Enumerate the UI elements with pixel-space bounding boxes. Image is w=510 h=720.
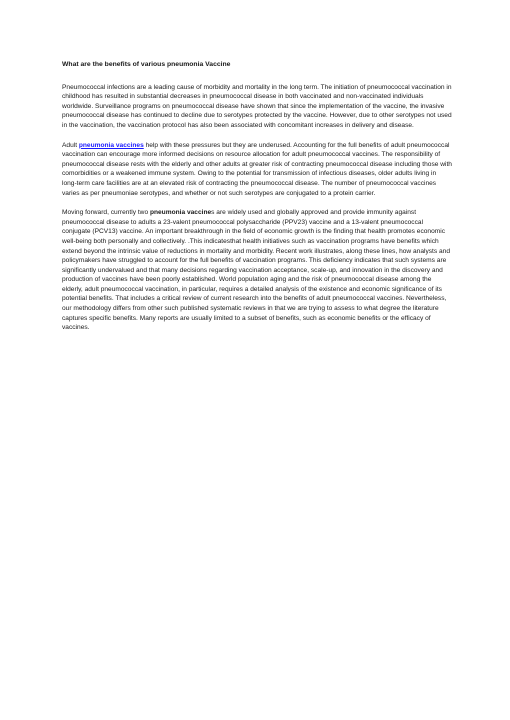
paragraph-text: Moving forward, currently two <box>62 209 150 217</box>
paragraph-intro: Pneumococcal infections are a leading cause of morbidity and mortality in the long term. The initiation of pneumococcal vaccination in childhood has resulted in substantial decreases in pneumococcal disease in both vaccinated and non-vaccinated individuals worldwide. Surveillance programs on pneumococcal disease have shown that since the implementation of the vaccine, the invasive pneumococcal disease has continued to decline due to serotypes protected by the vaccine. However, due to other serotypes not used in the vaccination, the vaccination protocol has also been associated with concomitant increases in delivery and disease. <box>62 83 452 129</box>
paragraph-text: s are widely used and globally approved and provide immunity against pneumococcal disease to adults a 23-valent pneumococcal polysaccharide (PPV23) vaccine and a 13-valent pneumococcal conjugate (PCV13) vaccine. An important breakthrough in the field of economic growth is the finding that health promotes economic well-being both personally and collectively. .This indicatesthat health initiatives such as vaccination programs have benefits which extend beyond the intrinsic value of reductions in mortality and morbidity. Recent work illustrates, along these lines, how analysts and policymakers have struggled to account for the full benefits of vaccination programs. This deficiency indicates that such systems are significantly undervalued and that many decisions regarding vaccination acceptance, scale-up, and innovation in the discovery and production of vaccines have been poorly established. World population aging and the risk of pneumococcal disease among the elderly, adult pneumococcal vaccination, in particular, requires a detailed analysis of the existence and economic significance of its potential benefits. That includes a critical review of current research into the benefits of adult pneumococcal vaccines. Nevertheless, our methodology differs from other such published systematic reviews in that we are trying to assess to what degree the literature captures specific benefits. Many reports are usually limited to a subset of benefits, such as economic benefits or the efficacy of vaccines. <box>62 209 451 332</box>
bold-term: pneumonia vaccine <box>149 209 212 217</box>
document-title: What are the benefits of various pneumonia Vaccine <box>62 61 231 68</box>
paragraph-adult-vaccines <box>62 141 452 199</box>
paragraph-text: help with these pressures but they are underused. Accounting for the full benefits of adult pneumococcal vaccination can encourage more informed decisions on resource allocation for adult pneumococcal vaccines. The responsibility of pneumococcal disease rests with the elderly and other adults at greater risk of contracting pneumococcal disease including those with comorbidities or a weakened immune system. Owing to the potential for transmission of infectious diseases, older adults living in long-term care facilities are at an elevated risk of contracting the pneumococcal disease. The number of pneumococcal vaccines varies as per pneumoniae serotypes, and whether or not such serotypes are conjugated to a protein carrier. <box>62 141 452 197</box>
paragraph-moving-forward <box>62 208 452 333</box>
pneumonia-vaccines-link[interactable]: pneumonia vaccines <box>78 141 144 149</box>
document-page <box>62 60 452 343</box>
paragraph-text: Adult <box>62 141 79 149</box>
